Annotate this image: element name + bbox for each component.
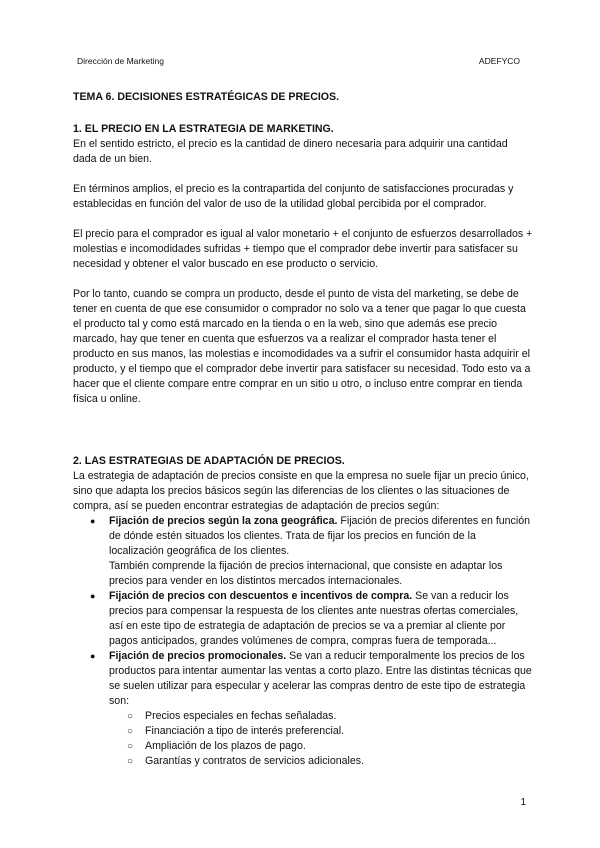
list-item-extra: También comprende la fijación de precios internacional, que consiste en adaptar los precios para vender en los distintos mercados internacionales. xyxy=(109,560,503,587)
section-1-paragraph-4: Por lo tanto, cuando se compra un producto, desde el punto de vista del marketing, se debe de tener en cuenta de que ese consumidor o comprador no solo va a tener que pagar lo que cuesta el producto tal y como está marcado en la tienda o en la web, sino que además ese precio marcado, hay que tener en cuenta que esfuerzos va a realizar el comprador hasta tener el producto en sus manos, las molestias e incomodidades va a sufrir el consumidor hasta adquirir el producto, y el tiempo que el comprador debe invertir para satisfacer su necesidad. Todo esto va a hacer que el cliente compare entre comprar en un sitio u otro, o incluso entre comprar en tienda física u online. xyxy=(73,288,531,405)
list-item-text: Se van a reducir temporalmente los precios de los productos para intentar aumentar las ventas a corto plazo. Entre las distintas técnicas que se suelen utilizar para especular y acelerar las compras dentro de este tipo de estrategia son: xyxy=(109,650,532,707)
list-item-geographic xyxy=(109,514,533,589)
page-content xyxy=(73,90,533,769)
section-2-heading: 2. LAS ESTRATEGIAS DE ADAPTACIÓN DE PRECIOS. xyxy=(73,455,345,467)
sub-list-item: ○ Garantías y contratos de servicios adicionales. xyxy=(145,754,533,769)
list-item-title: Fijación de precios según la zona geográfica. xyxy=(109,515,338,527)
list-item-title: Fijación de precios con descuentos e incentivos de compra. xyxy=(109,590,413,602)
sub-list-item: ○ Precios especiales en fechas señaladas. xyxy=(145,709,533,724)
promotional-techniques-list xyxy=(109,709,533,769)
section-1-paragraph-3: El precio para el comprador es igual al valor monetario + el conjunto de esfuerzos desarrollados + molestias e incomodidades sufridas + tiempo que el comprador debe invertir para satisfacer su necesidad y obtener el valor buscado en ese producto o servicio. xyxy=(73,228,533,270)
list-item-title: Fijación de precios promocionales. xyxy=(109,650,287,662)
list-item-text: Fijación de precios diferentes en función de dónde estén situados los clientes. Trata de fijar los precios en función de la localización geográfica de los clientes. xyxy=(109,515,530,557)
list-item-discounts xyxy=(109,589,533,649)
header-left-title: Dirección de Marketing xyxy=(77,56,164,66)
section-1-heading: 1. EL PRECIO EN LA ESTRATEGIA DE MARKETING. xyxy=(73,123,334,135)
section-1-paragraph-2: En términos amplios, el precio es la contrapartida del conjunto de satisfacciones procuradas y establecidas en función del valor de uso de la utilidad global percibida por el comprador. xyxy=(73,183,514,210)
sub-list-item: ○ Financiación a tipo de interés preferencial. xyxy=(145,724,533,739)
section-1-paragraph-1: En el sentido estricto, el precio es la cantidad de dinero necesaria para adquirir una cantidad dada de un bien. xyxy=(73,138,508,165)
header-right-title: ADEFYCO xyxy=(478,56,520,66)
list-item-promotional xyxy=(109,649,533,769)
sub-list-item: ○ Ampliación de los plazos de pago. xyxy=(145,739,533,754)
section-2-intro: La estrategia de adaptación de precios consiste en que la empresa no suele fijar un precio único, sino que adapta los precios básicos según las diferencias de los clientes o las situaciones de compra, así se pueden encontrar estrategias de adaptación de precios según: xyxy=(73,470,529,512)
page-number: 1 xyxy=(520,797,526,808)
strategy-list xyxy=(73,514,533,769)
document-title: TEMA 6. DECISIONES ESTRATÉGICAS DE PRECIOS. xyxy=(73,91,340,103)
list-item-text: Se van a reducir los precios para compensar la respuesta de los clientes ante nuestras ofertas comerciales, así en este tipo de estrategia de adaptación de precios se va a premiar al cliente por pagos anticipados, grandes volúmenes de compra, compras fuera de temporada... xyxy=(109,590,519,647)
